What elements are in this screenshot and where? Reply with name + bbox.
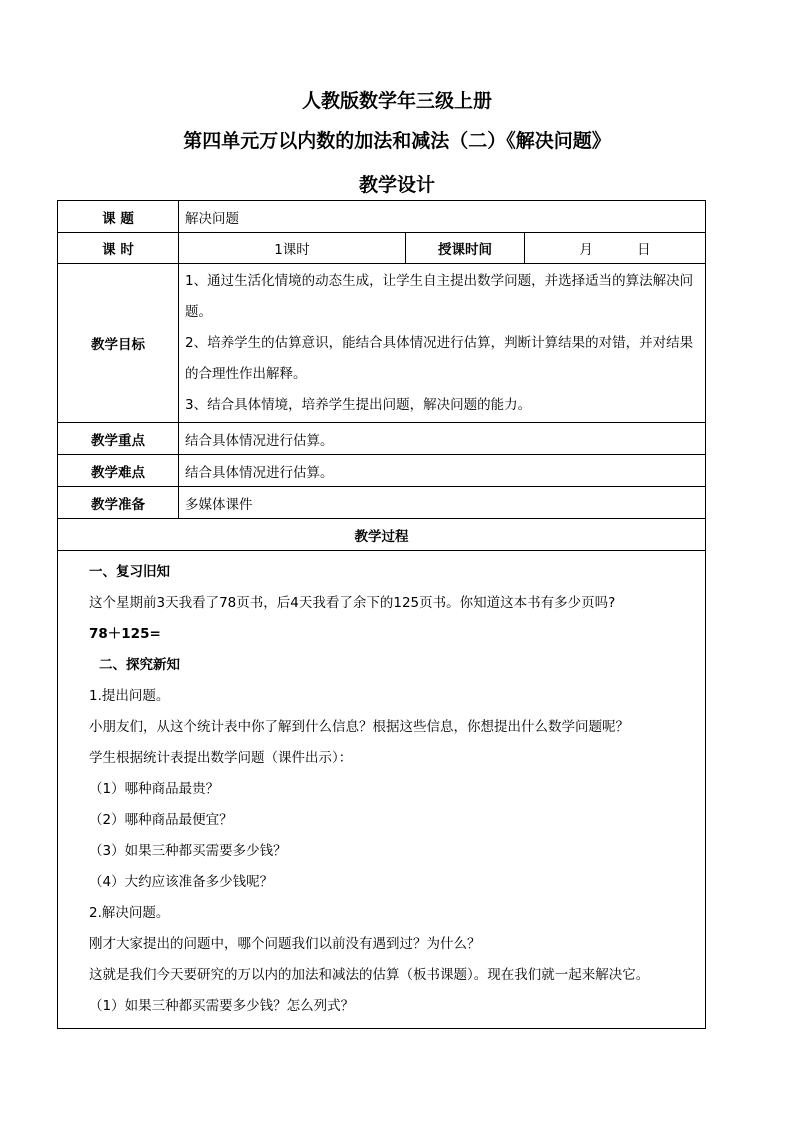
goal-row (58, 264, 706, 423)
topic-label: 课 题 (58, 201, 179, 233)
goal-item: 3、结合具体情境，培养学生提出问题，解决问题的能力。 (185, 396, 532, 413)
question-item: （2）哪种商品最便宜？ (89, 812, 233, 828)
paragraph: 2.解决问题。 (89, 905, 170, 921)
equation: 78＋125= (89, 626, 161, 642)
paragraph: 学生根据统计表提出数学问题（课件出示）： (89, 750, 353, 766)
time-value: 月 日 (525, 233, 706, 264)
key-label: 教学重点 (58, 423, 179, 455)
goal-item: 2、培养学生的估算意识，能结合具体情况进行估算，判断计算结果的对错，并对结果的合理性作出解释。 (185, 334, 694, 382)
key-row (58, 423, 706, 455)
question-item: （4）大约应该准备多少钱呢？ (89, 874, 274, 890)
difficulty-value: 结合具体情况进行估算。 (179, 455, 706, 487)
time-label: 授课时间 (406, 233, 525, 264)
question-item: （3）如果三种都买需要多少钱？ (89, 843, 287, 859)
process-row (58, 551, 706, 1029)
paragraph: 刚才大家提出的问题中，哪个问题我们以前没有遇到过？为什么？ (89, 936, 481, 952)
paragraph: 1.提出问题。 (89, 688, 170, 704)
question-item: （1）哪种商品最贵？ (89, 781, 220, 797)
lesson-plan-table (57, 200, 706, 1029)
difficulty-label: 教学难点 (58, 455, 179, 487)
process-content (58, 551, 706, 1029)
paragraph: （1）如果三种都买需要多少钱？怎么列式？ (89, 998, 355, 1014)
section-heading: 一、复习旧知 (89, 564, 170, 580)
hours-row (58, 233, 706, 264)
hours-label: 课 时 (58, 233, 179, 264)
process-label: 教学过程 (58, 519, 706, 551)
topic-row (58, 201, 706, 233)
unit-title: 第四单元万以内数的加法和减法（二）《解决问题》 (183, 130, 611, 152)
document-title: 人教版数学年三级上册 (301, 90, 492, 112)
goal-label: 教学目标 (58, 264, 179, 423)
difficulty-row (58, 455, 706, 487)
prep-value: 多媒体课件 (179, 487, 706, 519)
topic-value: 解决问题 (179, 201, 706, 233)
prep-row (58, 487, 706, 519)
goal-item: 1、通过生活化情境的动态生成，让学生自主提出数学问题，并选择适当的算法解决问题。 (185, 272, 694, 320)
prep-label: 教学准备 (58, 487, 179, 519)
paragraph: 这个星期前3天我看了78页书，后4天我看了余下的125页书。你知道这本书有多少页吗? (89, 595, 616, 611)
section-heading: 二、探究新知 (99, 657, 180, 673)
design-title: 教学设计 (358, 174, 435, 196)
process-header-row (58, 519, 706, 551)
goal-list (179, 264, 706, 423)
hours-value: 1课时 (179, 233, 406, 264)
paragraph: 这就是我们今天要研究的万以内的加法和减法的估算（板书课题）。现在我们就一起来解决它。 (89, 967, 650, 983)
key-value: 结合具体情况进行估算。 (179, 423, 706, 455)
paragraph: 小朋友们，从这个统计表中你了解到什么信息？根据这些信息，你想提出什么数学问题呢？ (89, 719, 629, 735)
